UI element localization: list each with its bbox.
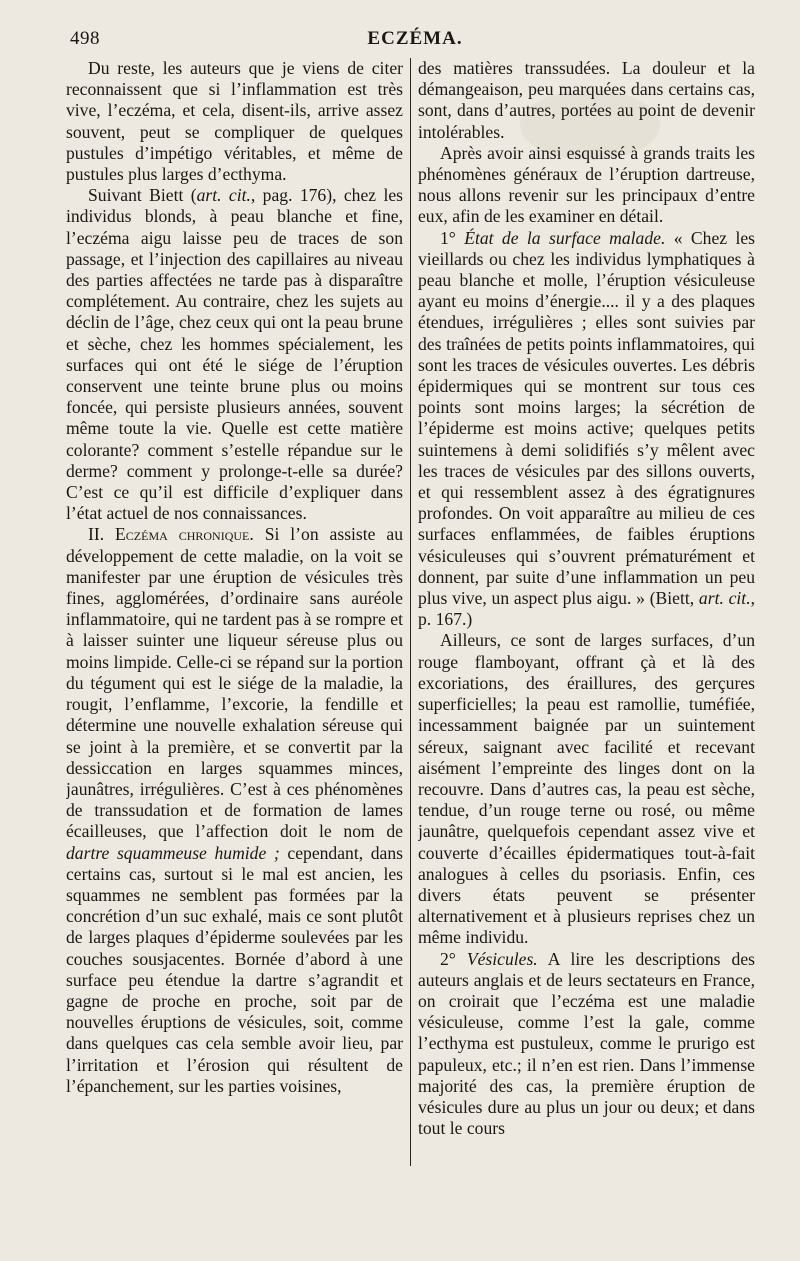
- paragraph-text: Suivant Biett (: [88, 185, 197, 206]
- subsection-heading: État de la surface malade.: [464, 227, 666, 248]
- paragraph: [418, 58, 755, 143]
- paragraph: [66, 185, 403, 524]
- page-header: [70, 28, 760, 54]
- section-number: II.: [88, 524, 105, 545]
- section-heading: Eczéma chronique.: [115, 524, 254, 545]
- paragraph: [418, 143, 755, 228]
- column-divider: [410, 58, 411, 1166]
- paragraph: [66, 58, 403, 185]
- paragraph: [418, 630, 755, 948]
- section-number: 1°: [440, 227, 456, 248]
- left-column: [66, 58, 403, 1178]
- paragraph-text: , pag. 176), chez les individus blonds, à peau blanche et fine, l’eczéma aigu laisse peu de traces de son passage, et l’injection des capillaires au niveau des parties affectées ne tarde pas à disparaître complétement. Au contraire, chez les sujets au déclin de l’âge, chez ceux qui ont la peau brune et sèche, chez les hommes spécialement, les surfaces qui ont été le siége de l’éruption conservent une teinte brune plus ou moins foncée, qui persiste plusieurs années, souvent même toute la vie. Quelle est cette matière colorante? comment s’estelle répandue sur le derme? comment y prolonge-t-elle sa durée? C’est ce qu’il est difficile d’expliquer dans l’état actuel de nos connaissances.: [66, 185, 403, 524]
- paragraph: [418, 228, 755, 631]
- right-column: [418, 58, 755, 1178]
- paragraph-text: Si l’on assiste au développement de cette maladie, on la voit se manifester par une éruption de vésicules très fines, agglomérées, d’ordinaire sans auréole inflammatoire, qui ne tardent pas à se rompre et à laisser suinter une liqueur séreuse plus ou moins limpide. Celle-ci se répand sur la portion du tégument qui est le siége de la maladie, la rougit, l’enflamme, l’excorie, la fendille et détermine une nouvelle exhalation séreuse qui se joint à la première, et se convertit par la dessiccation en larges squammes minces, jaunâtres, irrégulières. C’est à ces phénomènes de transsudation et de formation de lames écailleuses, que l’affection doit le nom de: [66, 524, 403, 842]
- subsection-heading: Vésicules.: [466, 948, 538, 969]
- paragraph-text: « Chez les vieillards ou chez les individus lymphatiques à peau blanche et molle, l’éruption vésiculeuse ayant eu moins d’énergie.... il y a des plaques étendues, irrégulières ; elles sont suivies par des traînées de petits points inflammatoires, qui sont les traces de vésicules ouvertes. Les débris épidermiques qui se montrent sur tous ces points sont moins larges; la sécrétion de l’épiderme est moins active; quelques petits suintemens à demi solidifiés s’y mêlent avec les traces de vésicules par des sillons ouverts, et qui ressemblent assez à des égratignures profondes. On voit apparaître au milieu de ces surfaces enflammées, de faibles éruptions vésiculeuses qui s’ouvrent prématurément et donnent, par suite d’une inflammation un peu plus vive, un aspect plus aigu. » (Biett,: [418, 227, 755, 609]
- paragraph: [418, 949, 755, 1140]
- page-number: 498: [70, 28, 100, 49]
- citation-italic: art. cit.: [698, 588, 751, 609]
- paragraph-text: Après avoir ainsi esquissé à grands traits les phénomènes généraux de l’éruption dartreuse, nous allons revenir sur les principaux d’entre eux, afin de les examiner en détail.: [418, 142, 755, 227]
- paragraph-text: Ailleurs, ce sont de larges surfaces, d’un rouge flamboyant, offrant çà et là des excoriations, des éraillures, des gerçures superficielles; la peau est ramollie, tuméfiée, incessamment baignée par un suintement séreux, saignant avec facilité et recevant aisément l’empreinte des linges dont on la recouvre. Dans d’autres cas, la peau est sèche, tendue, d’un rouge terne ou rosé, ou même jaunâtre, quelquefois cependant assez vive et couverte d’écailles épidermatiques tout-à-fait analogues à celles du psoriasis. Enfin, ces divers états peuvent se présenter alternativement et à plusieurs reprises chez un même individu.: [418, 630, 755, 948]
- paragraph-text: , p. 167.): [418, 588, 755, 630]
- paragraph-text: cependant, dans certains cas, surtout si le mal est ancien, les squammes ne semblent pas formées par la concrétion d’un suc exhalé, mais ce sont plutôt de larges plaques d’épiderme soulevées par les couches sousjacentes. Bornée d’abord à une surface peu étendue la dartre s’agrandit et gagne de proche en proche, soit par de nouvelles éruptions de vésicules, soit, comme dans quelques cas cela semble avoir lieu, par l’irritation et l’érosion qui résultent de l’épanchement, sur les parties voisines,: [66, 842, 403, 1096]
- paragraph-text: A lire les descriptions des auteurs anglais et de leurs sectateurs en France, on croirait que l’eczéma est une maladie vésiculeuse, comme l’est la gale, comme l’ecthyma est pustuleux, comme le prurigo est papuleux, etc.; il n’en est rien. Dans l’immense majorité des cas, la première éruption de vésicules dure au plus un jour ou deux; et dans tout le cours: [418, 948, 755, 1139]
- term-italic: dartre squammeuse humide ;: [66, 842, 280, 863]
- section-number: 2°: [440, 948, 456, 969]
- citation-italic: art. cit.: [196, 185, 251, 206]
- running-title: ECZÉMA.: [367, 28, 463, 49]
- paragraph-text: des matières transsudées. La douleur et la démangeaison, peu marquées dans certains cas, sont, dans d’autres, portées au point de devenir intolérables.: [418, 58, 755, 142]
- paragraph: [66, 524, 403, 1096]
- paragraph-text: Du reste, les auteurs que je viens de citer reconnaissent que si l’inflammation est très vive, l’eczéma, et cela, disent-ils, arrive assez souvent, peut se compliquer de quelques pustules d’impétigo véritables, et même de pustules plus larges d’ecthyma.: [66, 58, 403, 185]
